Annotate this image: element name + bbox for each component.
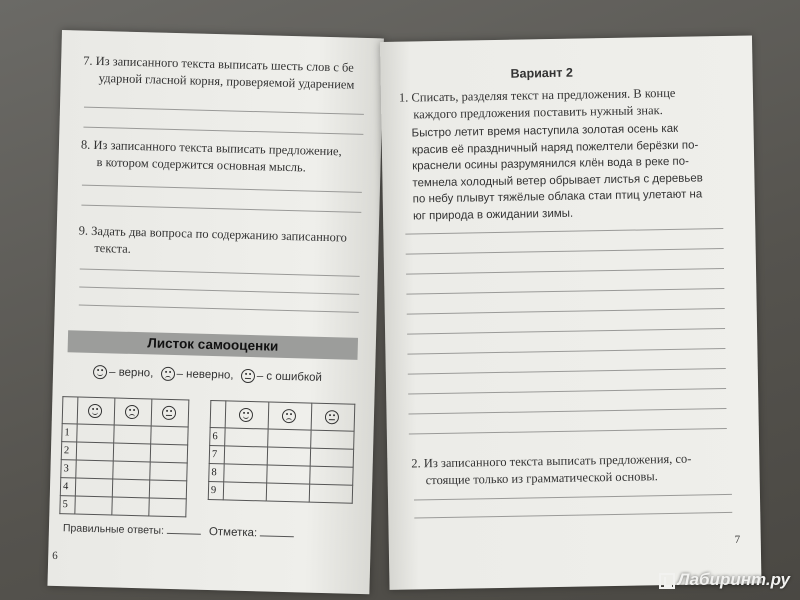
right-page	[380, 36, 762, 590]
question-9	[78, 223, 347, 264]
table-row: 3	[61, 460, 187, 481]
variant-title: Вариант 2	[510, 65, 574, 81]
table-row: 5	[60, 496, 186, 517]
answer-line	[83, 127, 363, 135]
neutral-face-icon	[325, 410, 339, 424]
table-row: 9	[208, 481, 352, 503]
answer-line	[79, 287, 359, 295]
table-row: 7	[209, 446, 353, 468]
question-7-number: 7.	[83, 53, 93, 68]
question-8	[80, 137, 342, 178]
legend-wrong: – неверно,	[176, 368, 234, 382]
sad-face-icon	[282, 409, 296, 423]
answer-line	[81, 205, 361, 213]
answer-line	[84, 107, 364, 115]
question-7	[83, 53, 355, 94]
table-row: 1	[62, 424, 188, 445]
neutral-face-icon	[241, 369, 255, 383]
self-assessment-banner: Листок самооценки	[68, 330, 358, 360]
answer-line	[82, 185, 362, 193]
question-9-number: 9.	[78, 223, 89, 238]
sad-face-icon	[160, 367, 174, 381]
task-1-number: 1.	[398, 90, 409, 105]
task-1	[399, 85, 676, 124]
passage-line: красив её праздничный наряд пожелтели берёзки по-	[411, 138, 699, 156]
happy-face-icon	[88, 404, 102, 418]
passage-line: темнела холодный ветер обрывает листья с деревьев	[412, 171, 703, 189]
neutral-face-icon	[162, 406, 176, 420]
legend-mistake: – с ошибкой	[256, 370, 323, 384]
question-8-text-2: в котором содержится основная мысль.	[96, 154, 307, 175]
question-7-text-2: ударной гласной корня, проверяемой ударением	[98, 70, 355, 92]
labirint-logo-icon	[659, 573, 675, 589]
grade-label: Отметка:	[209, 524, 295, 543]
page-number-left: 6	[52, 549, 58, 563]
answer-line	[414, 512, 732, 519]
page-number-right: 7	[734, 533, 741, 546]
assessment-table-1	[59, 396, 189, 517]
task-1-text-2: каждого предложения поставить нужный знак.	[413, 103, 663, 122]
question-8-number: 8.	[80, 137, 91, 152]
smiley-legend	[93, 365, 322, 385]
table-row: 8	[209, 464, 353, 486]
table-row: 4	[60, 478, 186, 499]
question-9-text-2: текста.	[94, 240, 132, 256]
table-row: 6	[210, 428, 354, 450]
passage-line: Быстро летит время наступила золотая осень как	[411, 122, 679, 140]
table-row: 2	[61, 442, 187, 463]
passage-line: краснели осины разрумянился клён вода в реке по-	[412, 155, 690, 173]
task-2-text-2: стоящие только из грамматической основы.	[425, 469, 658, 488]
assessment-table-2	[208, 400, 356, 504]
correct-answers-label: Правильные ответы:	[63, 520, 201, 541]
happy-face-icon	[93, 365, 107, 379]
task-2-text: Из записанного текста выписать предложения, со-	[423, 451, 692, 471]
passage-line: юг природа в ожидании зимы.	[412, 207, 574, 222]
sad-face-icon	[125, 405, 139, 419]
question-8-text: Из записанного текста выписать предложение,	[93, 137, 342, 159]
task-1-text: Списать, разделяя текст на предложения. В конце	[411, 85, 676, 105]
answer-line	[79, 305, 359, 313]
happy-face-icon	[239, 408, 253, 422]
passage	[411, 120, 703, 224]
left-page	[47, 30, 383, 594]
task-2-number: 2.	[411, 456, 421, 471]
question-9-text: Задать два вопроса по содержанию записанного	[91, 223, 348, 245]
answer-line	[80, 269, 360, 277]
passage-line: по небу плывут тяжёлые облака стаи птиц улетают на	[412, 188, 703, 206]
legend-correct: – верно,	[108, 366, 154, 380]
task-2	[411, 451, 692, 490]
answer-line	[414, 494, 732, 501]
question-7-text: Из записанного текста выписать шесть слов с бе	[95, 53, 354, 75]
watermark: Лабиринт.ру	[659, 570, 790, 590]
